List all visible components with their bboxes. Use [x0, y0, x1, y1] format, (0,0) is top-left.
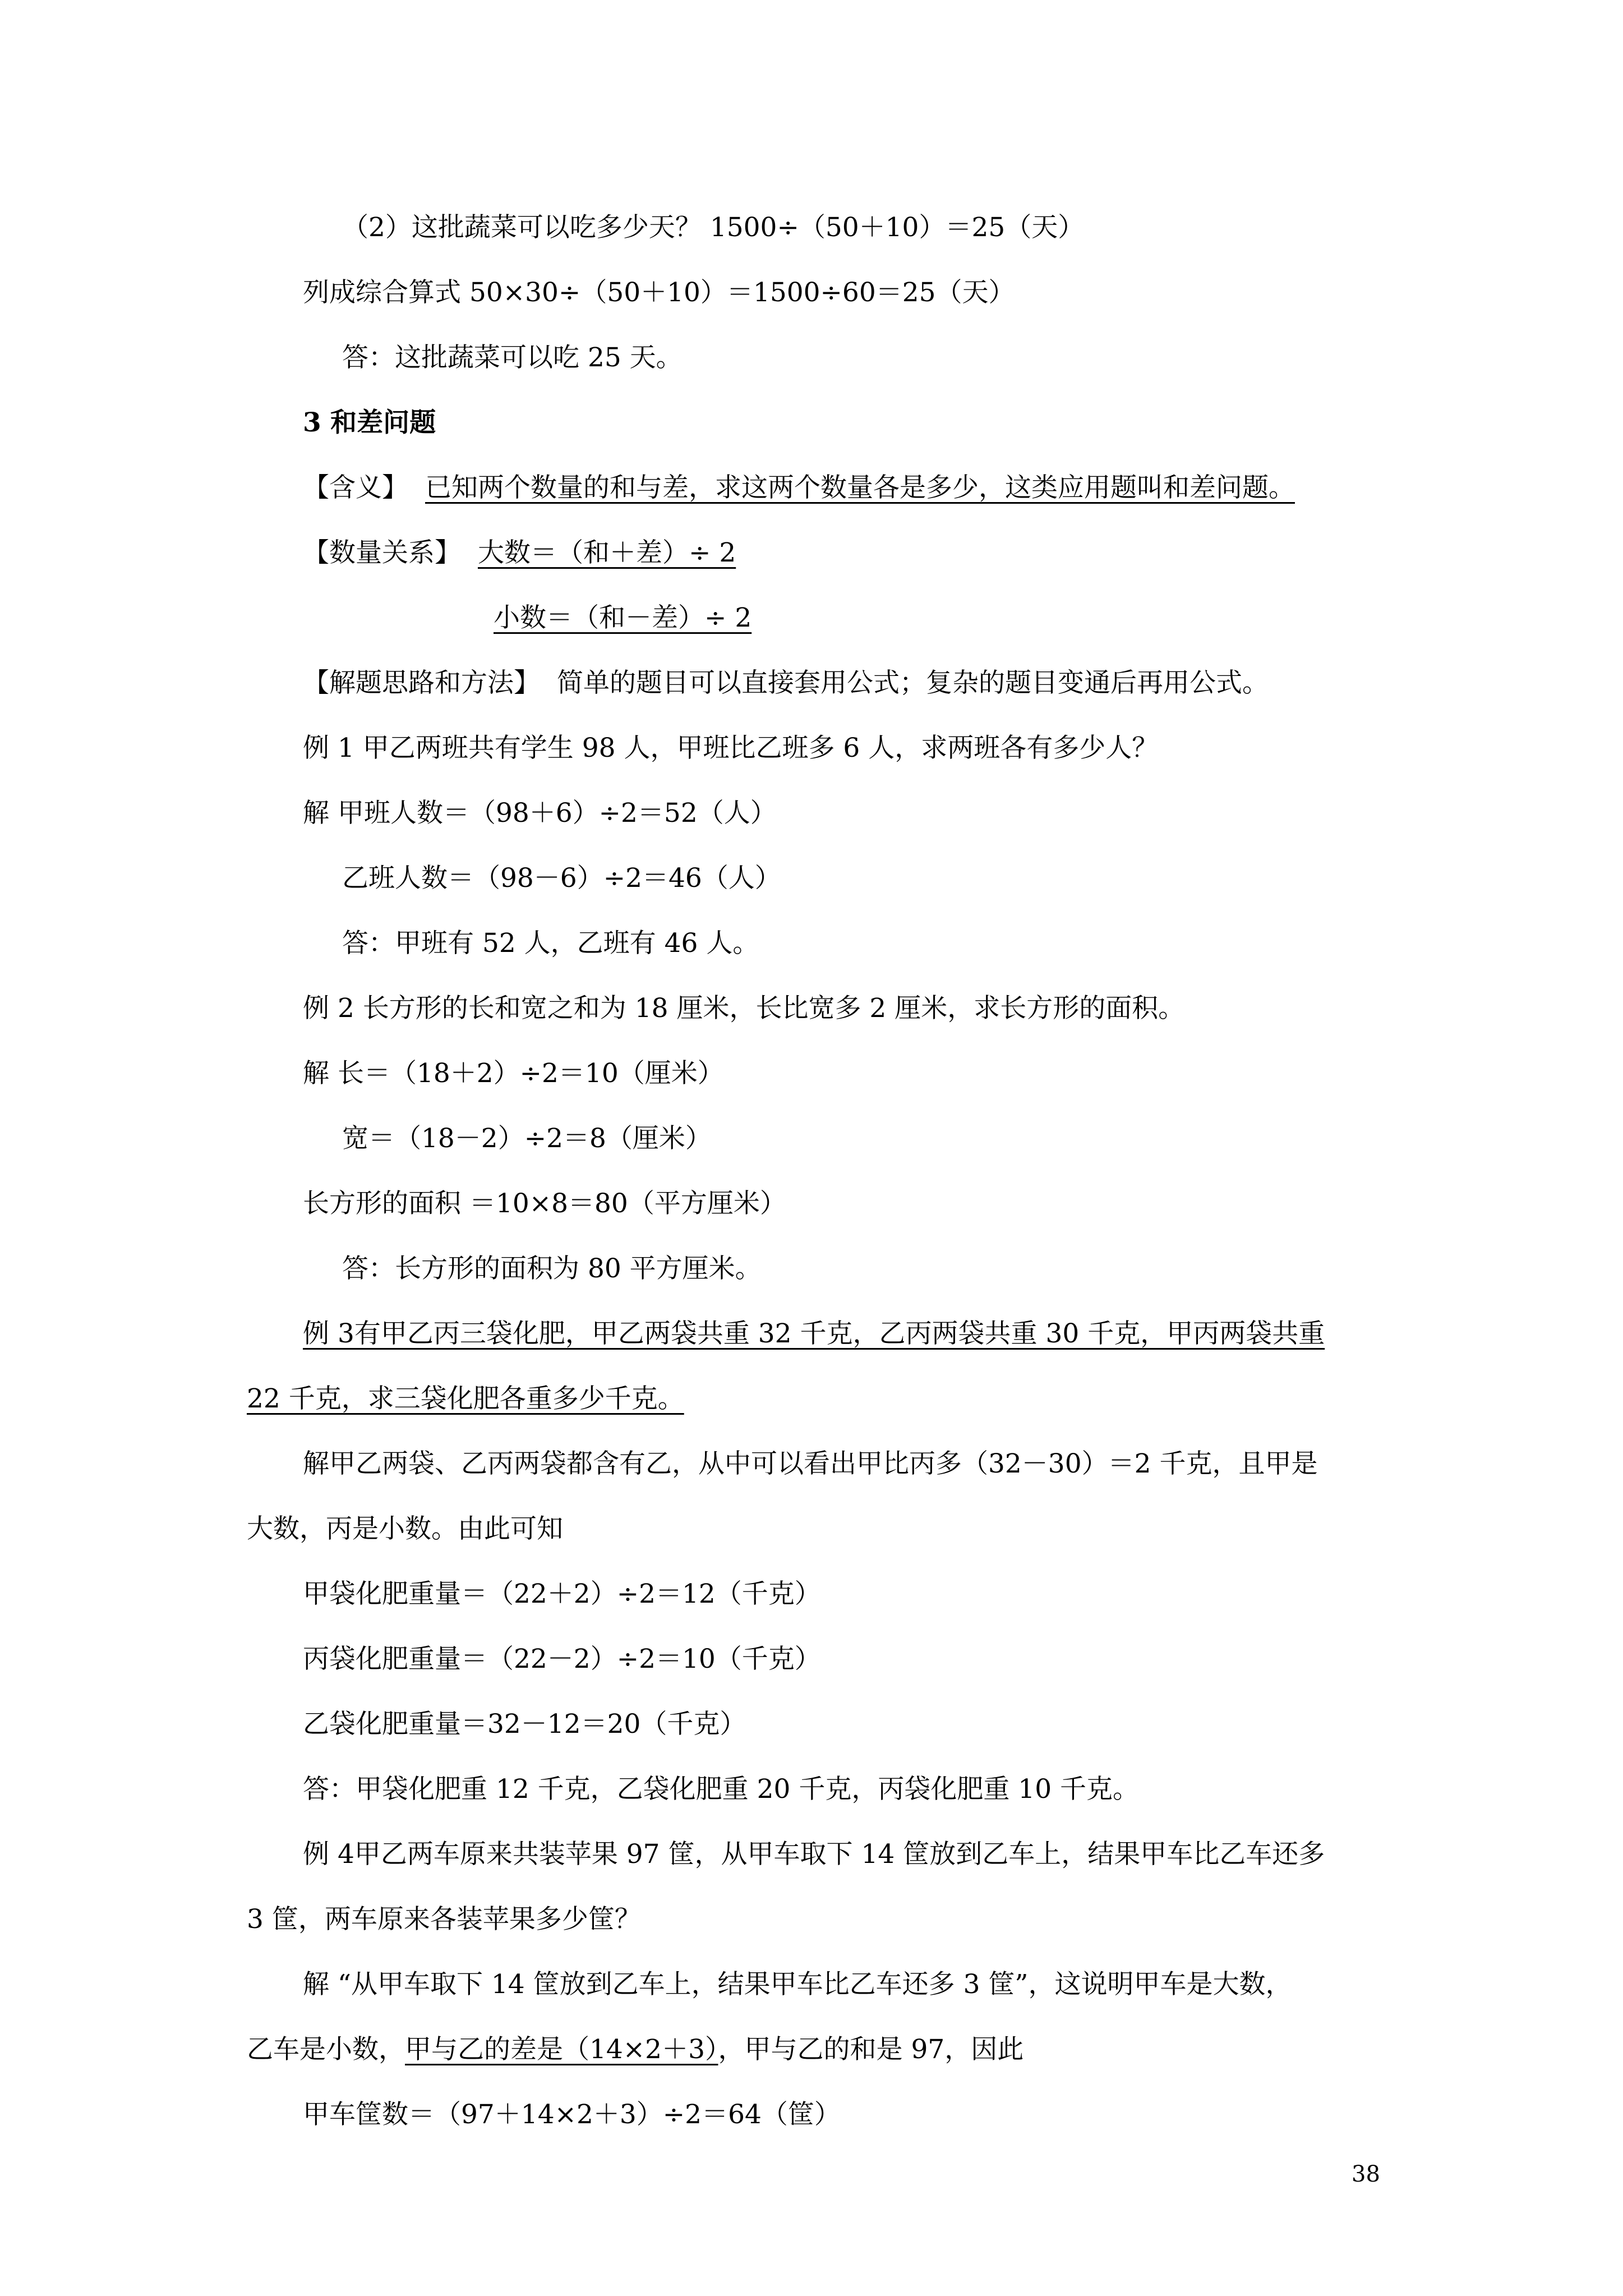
example-1-solution-1: 解 甲班人数＝（98＋6）÷2＝52（人） [303, 798, 777, 829]
relation-formula-small: 小数＝（和－差）÷ 2 [494, 602, 752, 633]
example-2-solution-3: 长方形的面积 ＝10×8＝80（平方厘米） [303, 1188, 786, 1219]
example-2-answer: 答：长方形的面积为 80 平方厘米。 [342, 1253, 762, 1284]
example-1-solution-2: 乙班人数＝（98－6）÷2＝46（人） [342, 863, 781, 894]
example-1-answer: 答：甲班有 52 人，乙班有 46 人。 [342, 928, 759, 959]
example-3-solution-line-3: 甲袋化肥重量＝（22＋2）÷2＝12（千克） [303, 1579, 821, 1609]
example-4-question-line-2: 3 筐，两车原来各装苹果多少筐？ [247, 1904, 641, 1935]
relation-line-1 [303, 535, 736, 571]
example-3-solution-line-4: 丙袋化肥重量＝（22－2）÷2＝10（千克） [303, 1644, 821, 1674]
method-text: 简单的题目可以直接套用公式；复杂的题目变通后再用公式。 [557, 668, 1269, 698]
example-4-solution-line-2 [247, 2032, 1023, 2068]
example-4-difference-text: 甲与乙的差是（14×2＋3） [405, 2034, 718, 2065]
example-4-solution-line-3: 甲车筐数＝（97＋14×2＋3）÷2＝64（筐） [303, 2099, 841, 2130]
example-2-solution-1: 解 长＝（18＋2）÷2＝10（厘米） [303, 1058, 724, 1089]
example-2-question: 例 2 长方形的长和宽之和为 18 厘米，长比宽多 2 厘米，求长方形的面积。 [303, 993, 1185, 1024]
method-line [303, 665, 1269, 701]
example-3-question-line-2: 22 千克，求三袋化肥各重多少千克。 [247, 1383, 684, 1414]
definition-text: 已知两个数量的和与差，求这两个数量各是多少，这类应用题叫和差问题。 [425, 472, 1295, 503]
example-3-solution-line-5: 乙袋化肥重量＝32－12＝20（千克） [303, 1709, 746, 1740]
relation-formula-large: 大数＝（和＋差）÷ 2 [478, 537, 736, 568]
relation-line-2 [494, 600, 751, 636]
example-4-solution-part-1: 乙车是小数， [247, 2034, 405, 2065]
definition-label: 【含义】 [303, 472, 408, 503]
example-2-solution-2: 宽＝（18－2）÷2＝8（厘米） [342, 1123, 712, 1154]
relation-label: 【数量关系】 [303, 537, 461, 568]
example-1-question: 例 1 甲乙两班共有学生 98 人，甲班比乙班多 6 人，求两班各有多少人？ [303, 733, 1159, 763]
paragraph-line-3: 答：这批蔬菜可以吃 25 天。 [342, 342, 683, 373]
method-label: 【解题思路和方法】 [303, 668, 540, 698]
definition-line [303, 470, 1295, 506]
example-3-solution-line-1: 解甲乙两袋、乙丙两袋都含有乙，从中可以看出甲比丙多（32－30）＝2 千克，且甲是 [303, 1448, 1318, 1479]
example-4-solution-part-3: ，甲与乙的和是 97，因此 [718, 2034, 1024, 2065]
example-3-question-line-1: 例 3有甲乙丙三袋化肥，甲乙两袋共重 32 千克，乙丙两袋共重 30 千克，甲丙两袋共重 [303, 1318, 1325, 1349]
example-3-solution-line-2: 大数，丙是小数。由此可知 [247, 1513, 563, 1544]
paragraph-line-2: 列成综合算式 50×30÷（50＋10）＝1500÷60＝25（天） [303, 277, 1015, 308]
section-heading: 3 和差问题 [303, 407, 436, 438]
example-4-question-line-1: 例 4甲乙两车原来共装苹果 97 筐，从甲车取下 14 筐放到乙车上，结果甲车比乙车还多 [303, 1839, 1325, 1870]
page-number: 38 [1352, 2161, 1380, 2187]
example-3-answer: 答：甲袋化肥重 12 千克，乙袋化肥重 20 千克，丙袋化肥重 10 千克。 [303, 1774, 1140, 1805]
paragraph-line-1: （2）这批蔬菜可以吃多少天？ 1500÷（50＋10）＝25（天） [342, 212, 1085, 243]
example-4-solution-line-1: 解 “从甲车取下 14 筐放到乙车上，结果甲车比乙车还多 3 筐”，这说明甲车是大数， [303, 1969, 1292, 2000]
